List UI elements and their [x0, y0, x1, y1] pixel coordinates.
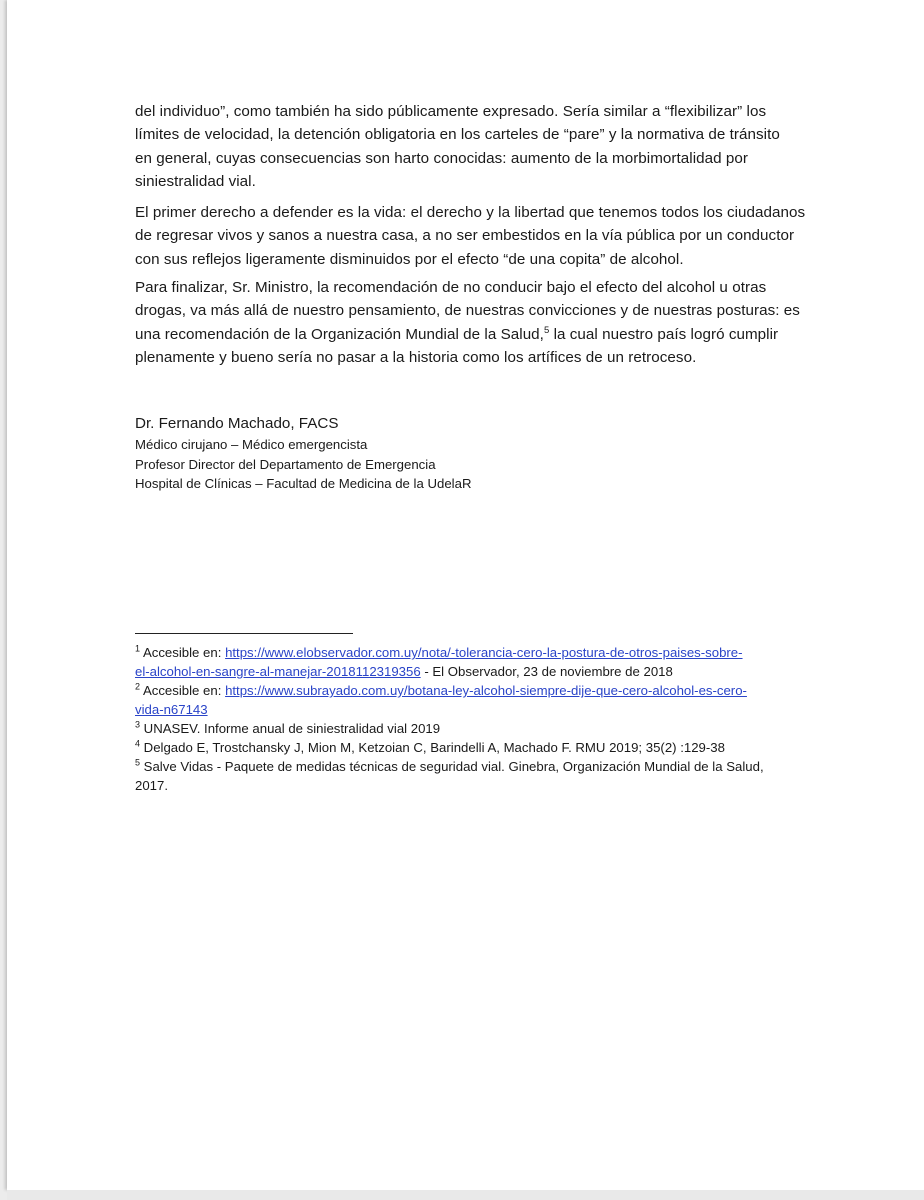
paragraph-2 [135, 201, 815, 271]
footnote-text: UNASEV. Informe anual de siniestralidad vial 2019 [140, 721, 441, 736]
text-line [135, 323, 815, 346]
footnote-reference[interactable]: 5 [543, 324, 550, 336]
text-line: del individuo”, como también ha sido públicamente expresado. Sería similar a “flexibilizar” los [135, 103, 767, 120]
paragraph-3 [135, 276, 815, 369]
text-line: límites de velocidad, la detención obligatoria en los carteles de “pare” y la normativa de tránsito [135, 126, 780, 144]
text-line: El primer derecho a defender es la vida: el derecho y la libertad que tenemos todos los ciudadanos [135, 204, 806, 221]
footnote-separator [135, 633, 353, 634]
footnote-suffix: - El Observador, 23 de noviembre de 2018 [420, 664, 673, 679]
paragraph-1 [135, 100, 815, 193]
footnote-link[interactable]: vida-n67143 [135, 702, 208, 717]
footnote-2 [135, 681, 815, 719]
signature-institution: Hospital de Clínicas – Facultad de Medicina de la UdelaR [135, 476, 472, 491]
text-line: de regresar vivos y sanos a nuestra casa, a no ser embestidos en la vía pública por un conductor [135, 227, 795, 245]
signature-block [135, 413, 635, 494]
text-line: siniestralidad vial. [135, 172, 256, 190]
footnote-4 [135, 738, 815, 757]
footnote-number: 3 [135, 719, 141, 730]
document-page [7, 0, 924, 1190]
footnote-number: 2 [135, 681, 141, 692]
text-line: drogas, va más allá de nuestro pensamiento, de nuestras convicciones y de nuestras posturas: es [135, 302, 800, 320]
footnote-number: 5 [135, 757, 141, 768]
footnote-prefix: Accesible en: [140, 645, 226, 660]
text-line: en general, cuyas consecuencias son harto conocidas: aumento de la morbimortalidad por [135, 149, 749, 167]
footnote-5 [135, 757, 815, 795]
footnote-number: 4 [135, 738, 141, 749]
footnote-link[interactable]: https://www.subrayado.com.uy/botana-ley-alcohol-siempre-dije-que-cero-alcohol-es-cero- [225, 683, 747, 698]
footnote-number: 1 [135, 643, 141, 654]
footnote-link[interactable]: https://www.elobservador.com.uy/nota/-tolerancia-cero-la-postura-de-otros-paises-sobre- [225, 645, 743, 660]
page-bottom-edge [7, 1190, 924, 1200]
signature-title: Médico cirujano – Médico emergencista [135, 437, 368, 452]
text-segment: la cual nuestro país logró cumplir [549, 325, 779, 343]
footnote-text: 2017. [135, 778, 169, 793]
footnote-prefix: Accesible en: [140, 683, 226, 698]
text-line: plenamente y bueno sería no pasar a la historia como los artífices de un retroceso. [135, 348, 697, 366]
footnotes-section [135, 643, 815, 795]
text-line: Para finalizar, Sr. Ministro, la recomendación de no conducir bajo el efecto del alcohol u otras [135, 279, 767, 296]
signature-position: Profesor Director del Departamento de Emergencia [135, 456, 436, 472]
footnote-link[interactable]: el-alcohol-en-sangre-al-manejar-2018112319356 [135, 664, 421, 679]
footnote-text: Salve Vidas - Paquete de medidas técnicas de seguridad vial. Ginebra, Organización Mundial de la Salud, [140, 759, 764, 774]
signature-name: Dr. Fernando Machado, FACS [135, 415, 339, 432]
text-line: con sus reflejos ligeramente disminuidos por el efecto “de una copita” de alcohol. [135, 250, 684, 268]
footnote-1 [135, 643, 815, 681]
footnote-text: Delgado E, Trostchansky J, Mion M, Ketzoian C, Barindelli A, Machado F. RMU 2019; 35(2) :129-38 [140, 740, 725, 755]
footnote-3 [135, 719, 815, 738]
text-segment: una recomendación de la Organización Mundial de la Salud, [135, 325, 544, 343]
